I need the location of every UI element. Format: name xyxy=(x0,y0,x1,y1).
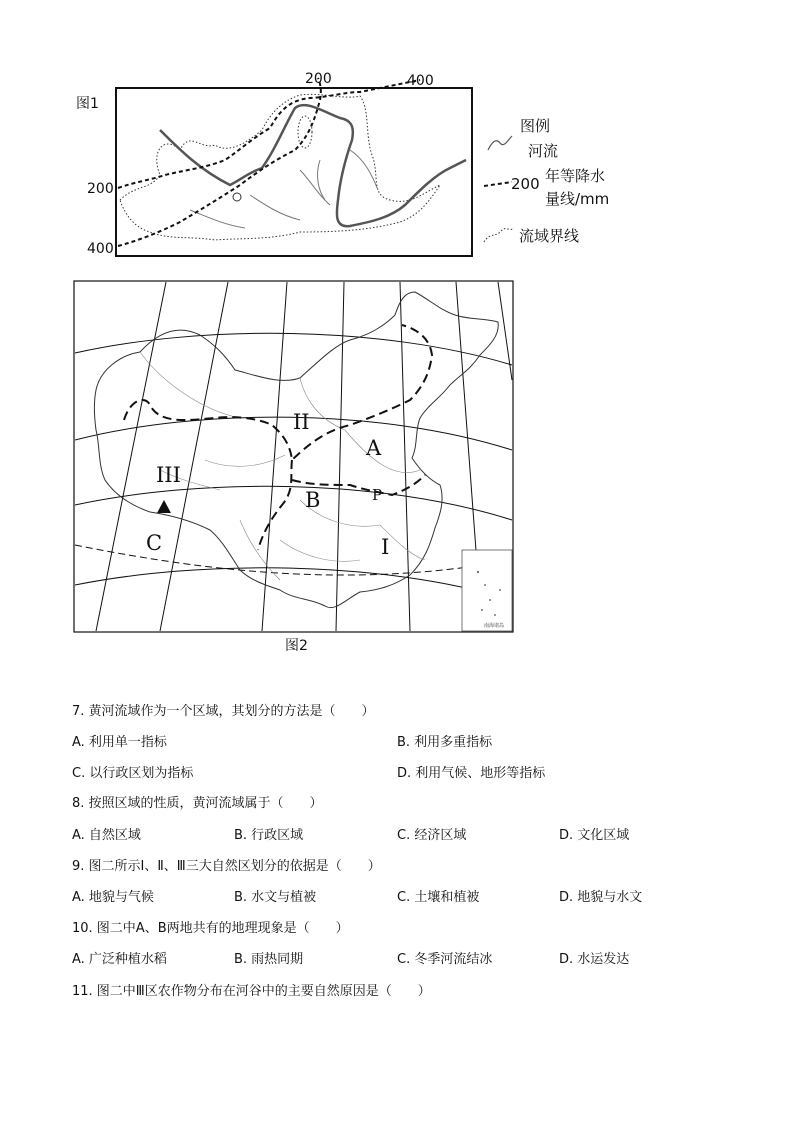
question-9-option-d: D. 地貌与水文 xyxy=(559,890,643,905)
question-8-stem: 8. 按照区域的性质，黄河流域属于（ ） xyxy=(72,796,323,811)
south-sea-inset xyxy=(462,550,512,631)
question-9-option-c: C. 土壤和植被 xyxy=(397,890,480,905)
question-10-option-a: A. 广泛种植水稻 xyxy=(72,952,167,967)
region-label-B: B xyxy=(305,488,321,512)
question-7-option-b: B. 利用多重指标 xyxy=(397,735,493,750)
question-7-option-d: D. 利用气候、地形等指标 xyxy=(397,766,546,781)
legend-isohyet-text-2: 量线/mm xyxy=(545,190,610,208)
question-10-option-c: C. 冬季河流结冰 xyxy=(397,952,493,967)
question-11-stem: 11. 图二中Ⅲ区农作物分布在河谷中的主要自然原因是（ ） xyxy=(72,984,431,999)
region-label-III: III xyxy=(156,463,181,487)
legend-boundary-label: 流域界线 xyxy=(519,227,580,245)
question-10-option-b: B. 雨热同期 xyxy=(234,952,304,967)
region-label-C: C xyxy=(146,531,163,555)
question-8-option-b: B. 行政区域 xyxy=(234,828,304,843)
question-8-option-a: A. 自然区域 xyxy=(72,828,141,843)
contour-label-400-top: 400 xyxy=(407,73,434,89)
contour-label-200-top: 200 xyxy=(305,71,332,87)
region-label-I: I xyxy=(381,535,390,559)
question-9-option-a: A. 地貌与气候 xyxy=(72,890,154,905)
question-7-option-c: C. 以行政区划为指标 xyxy=(72,766,194,781)
contour-label-200-left: 200 xyxy=(87,181,114,197)
contour-label-400-left: 400 xyxy=(87,241,114,257)
legend-title: 图例 xyxy=(520,117,551,135)
question-8-option-c: C. 经济区域 xyxy=(397,828,467,843)
question-7-stem: 7. 黄河流域作为一个区域，其划分的方法是（ ） xyxy=(72,704,375,719)
region-label-II: II xyxy=(293,410,310,434)
question-8-option-d: D. 文化区域 xyxy=(559,828,630,843)
question-10-stem: 10. 图二中A、B两地共有的地理现象是（ ） xyxy=(72,921,349,936)
figure-1-label: 图1 xyxy=(76,96,99,112)
point-label-P: P xyxy=(372,486,383,504)
region-label-A: A xyxy=(366,436,382,460)
question-9-stem: 9. 图二所示Ⅰ、Ⅱ、Ⅲ三大自然区划分的依据是（ ） xyxy=(72,859,381,874)
figure-2-caption: 图2 xyxy=(285,638,308,654)
question-9-option-b: B. 水文与植被 xyxy=(234,890,317,905)
question-7-option-a: A. 利用单一指标 xyxy=(72,735,167,750)
question-10-option-d: D. 水运发达 xyxy=(559,952,630,967)
legend-isohyet-value: 200 xyxy=(511,175,540,193)
legend-isohyet-text-1: 年等降水 xyxy=(545,167,606,185)
inset-caption: 南海诸岛 xyxy=(484,623,505,629)
legend-river-label: 河流 xyxy=(528,142,559,160)
